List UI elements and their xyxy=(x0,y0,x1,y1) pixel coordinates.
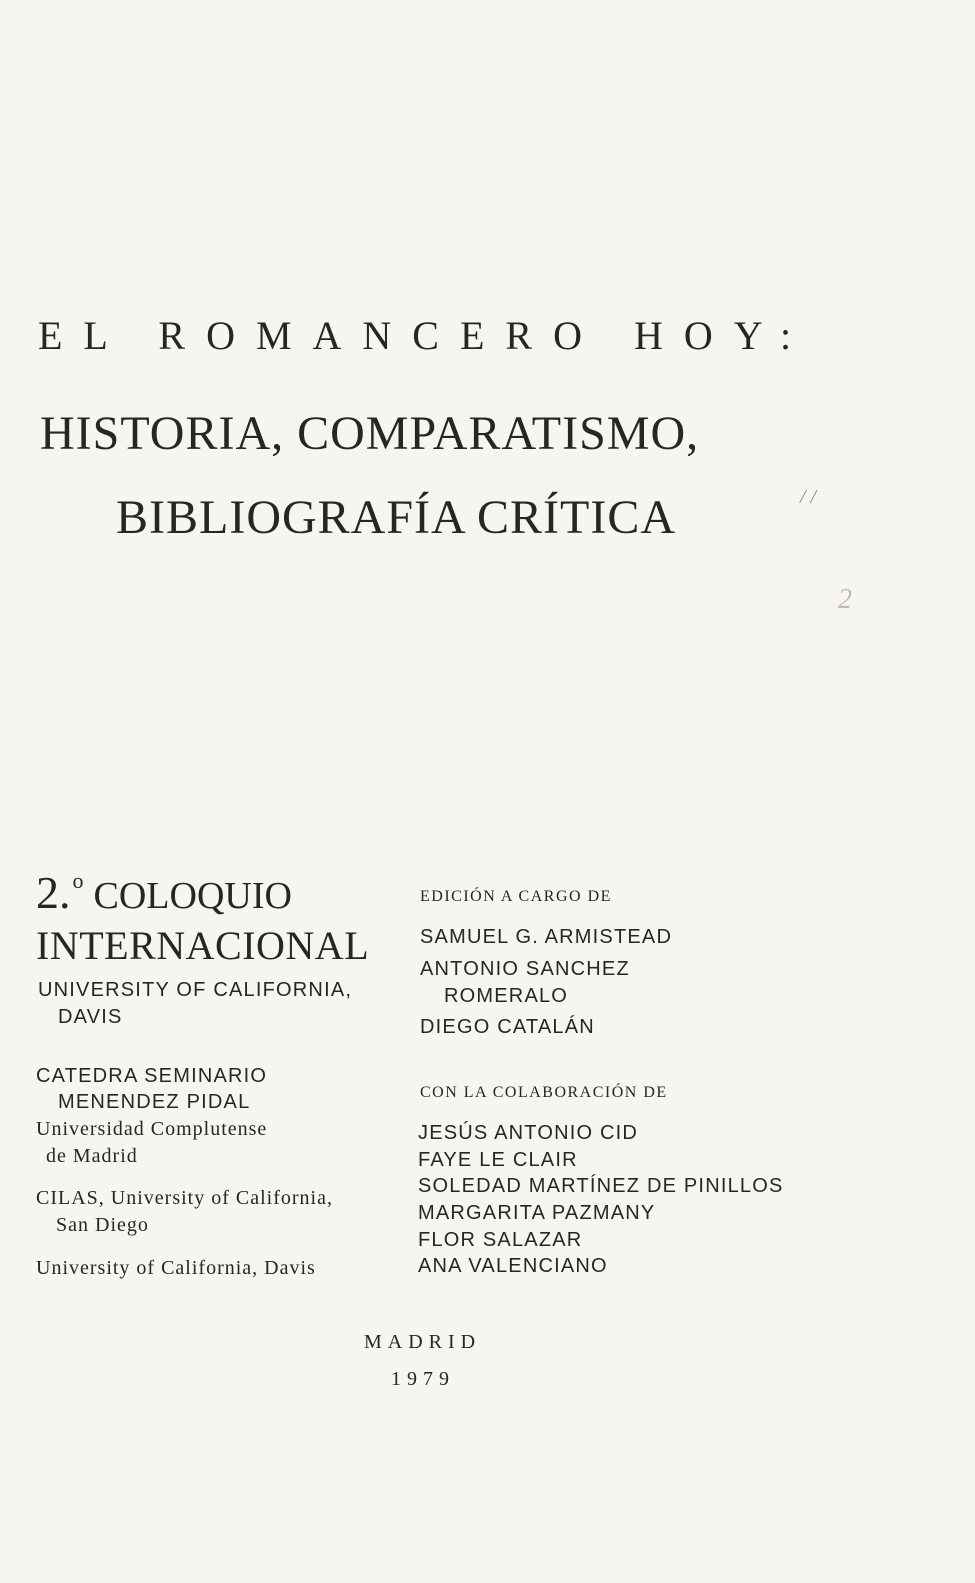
catedra-line-1: CATEDRA SEMINARIO xyxy=(36,1065,268,1087)
university-line-1: UNIVERSITY OF CALIFORNIA, xyxy=(38,979,353,1001)
title-line-2: HISTORIA, COMPARATISMO, xyxy=(40,407,700,460)
collaborator-1: JESÚS ANTONIO CID xyxy=(418,1122,639,1144)
collaborator-3: SOLEDAD MARTÍNEZ DE PINILLOS xyxy=(418,1175,784,1197)
colaboracion-label: CON LA COLABORACIÓN DE xyxy=(420,1084,668,1101)
coloquio-heading xyxy=(36,867,292,918)
title-line-1: EL ROMANCERO HOY: xyxy=(38,313,813,358)
imprint-year: 1979 xyxy=(391,1368,455,1390)
davis-line: University of California, Davis xyxy=(36,1257,316,1279)
editor-2-cont: ROMERALO xyxy=(444,985,569,1007)
coloquio-word: COLOQUIO xyxy=(93,875,292,917)
edicion-label: EDICIÓN A CARGO DE xyxy=(420,888,612,905)
editor-3: DIEGO CATALÁN xyxy=(420,1016,595,1038)
collaborator-2: FAYE LE CLAIR xyxy=(418,1149,578,1171)
collaborator-6: ANA VALENCIANO xyxy=(418,1255,608,1277)
internacional-heading: INTERNACIONAL xyxy=(36,923,370,968)
catedra-line-2: MENENDEZ PIDAL xyxy=(58,1091,251,1113)
collaborator-5: FLOR SALAZAR xyxy=(418,1229,583,1251)
cilas-line-2: San Diego xyxy=(56,1214,149,1236)
university-line-2: DAVIS xyxy=(58,1006,123,1028)
title-line-3: BIBLIOGRAFÍA CRÍTICA xyxy=(116,491,677,544)
degree-sign: o xyxy=(72,868,84,893)
imprint-city: MADRID xyxy=(364,1331,482,1353)
collaborator-4: MARGARITA PAZMANY xyxy=(418,1202,656,1224)
coloquio-number: 2. xyxy=(36,867,71,918)
complutense-line-1: Universidad Complutense xyxy=(36,1118,268,1140)
editor-1: SAMUEL G. ARMISTEAD xyxy=(420,926,673,948)
pencil-mark: / / xyxy=(800,486,817,508)
pencil-annotation: 2 xyxy=(838,584,852,615)
cilas-line-1: CILAS, University of California, xyxy=(36,1187,333,1209)
complutense-line-2: de Madrid xyxy=(46,1145,138,1167)
editor-2: ANTONIO SANCHEZ xyxy=(420,958,630,980)
